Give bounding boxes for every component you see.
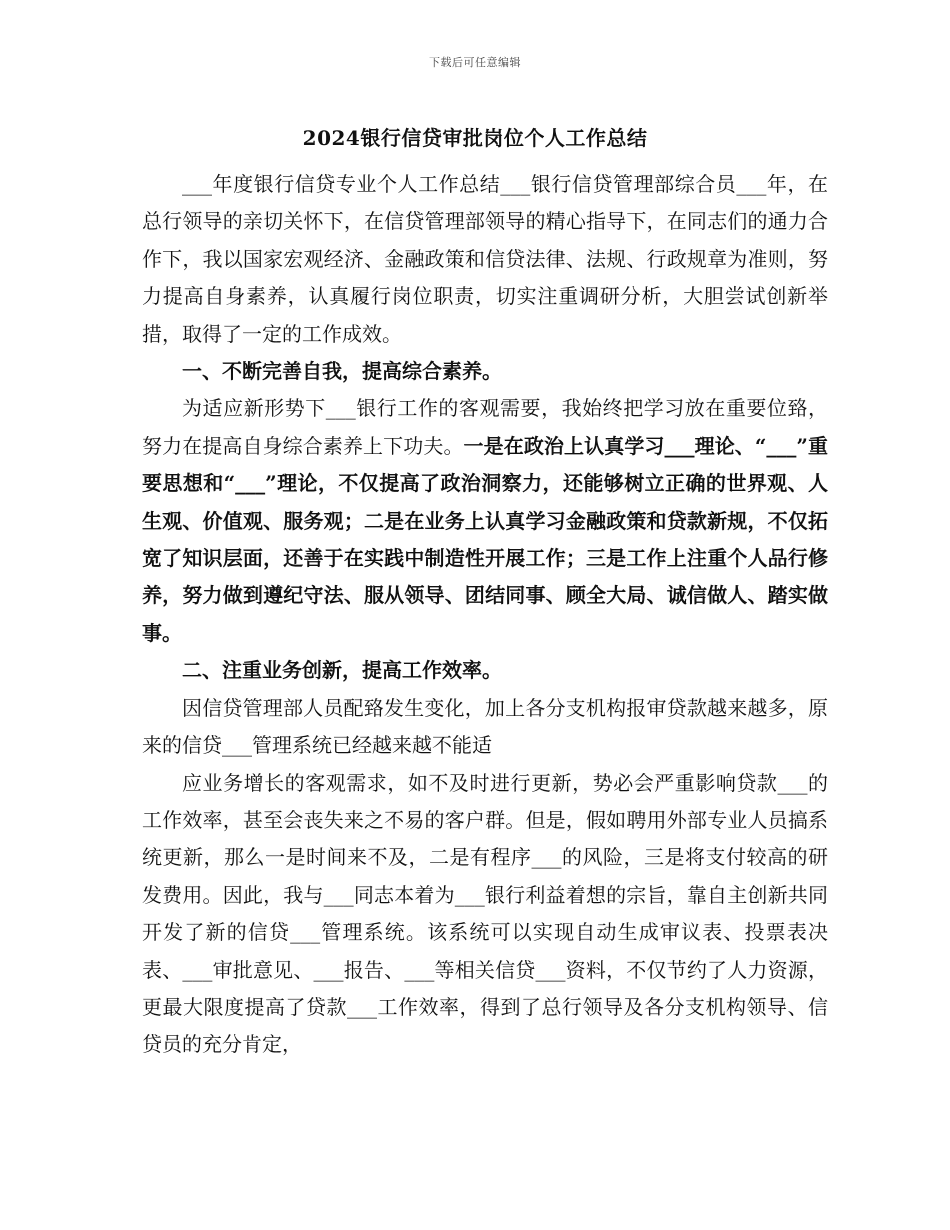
paragraph-section-1-normal: 为适应新形势下___银行工作的客观需要，我始终把学习放在重要位臵，努力在提高自身综合素养上下功夫。 — [142, 396, 828, 458]
document-title: 2024银行信贷审批岗位个人工作总结 — [302, 126, 648, 150]
header-note: 下载后可任意编辑 — [429, 56, 521, 69]
paragraph-section-1 — [142, 390, 828, 652]
paragraph-section-2a: 因信贷管理部人员配臵发生变化，加上各分支机构报审贷款越来越多，原来的信贷___管理系统已经越来越不能适 — [142, 695, 828, 758]
section-heading-2: 二、注重业务创新，提高工作效率。 — [182, 658, 502, 683]
document-body — [142, 166, 828, 1064]
paragraph-section-2b: 应业务增长的客观需求，如不及时进行更新，势必会严重影响贷款___的工作效率，甚至会丧失来之不易的客户群。但是，假如聘用外部专业人员搞系统更新，那么一是时间来不及，二是有程序___的风险，三是将支付较高的研发费用。因此，我与___同志本着为___银行利益着想的宗旨，靠自主创新共同开发了新的信贷___管理系统。该系统可以实现自动生成审议表、投票表决表、___审批意见、___报告、___等相关信贷___资料，不仅节约了人力资源，更最大限度提高了贷款___工作效率，得到了总行领导及各分支机构领导、信贷员的充分肯定， — [142, 770, 828, 1057]
paragraph-intro: ___年度银行信贷专业个人工作总结___银行信贷管理部综合员___年，在总行领导的亲切关怀下，在信贷管理部领导的精心指导下，在同志们的通力合作下，我以国家宏观经济、金融政策和信贷法律、法规、行政规章为准则，努力提高自身素养，认真履行岗位职责，切实注重调研分析，大胆尝试创新举措，取得了一定的工作成效。 — [142, 172, 828, 346]
paragraph-section-1-bold: 一是在政治上认真学习___理论、“___”重要思想和“___”理论，不仅提高了政治洞察力，还能够树立正确的世界观、人生观、价值观、服务观；二是在业务上认真学习金融政策和贷款新规，不仅拓宽了知识层面，还善于在实践中制造性开展工作；三是工作上注重个人品行修养，努力做到遵纪守法、服从领导、团结同事、顾全大局、诚信做人、踏实做事。 — [142, 433, 828, 645]
section-heading-1: 一、不断完善自我，提高综合素养。 — [182, 359, 502, 384]
